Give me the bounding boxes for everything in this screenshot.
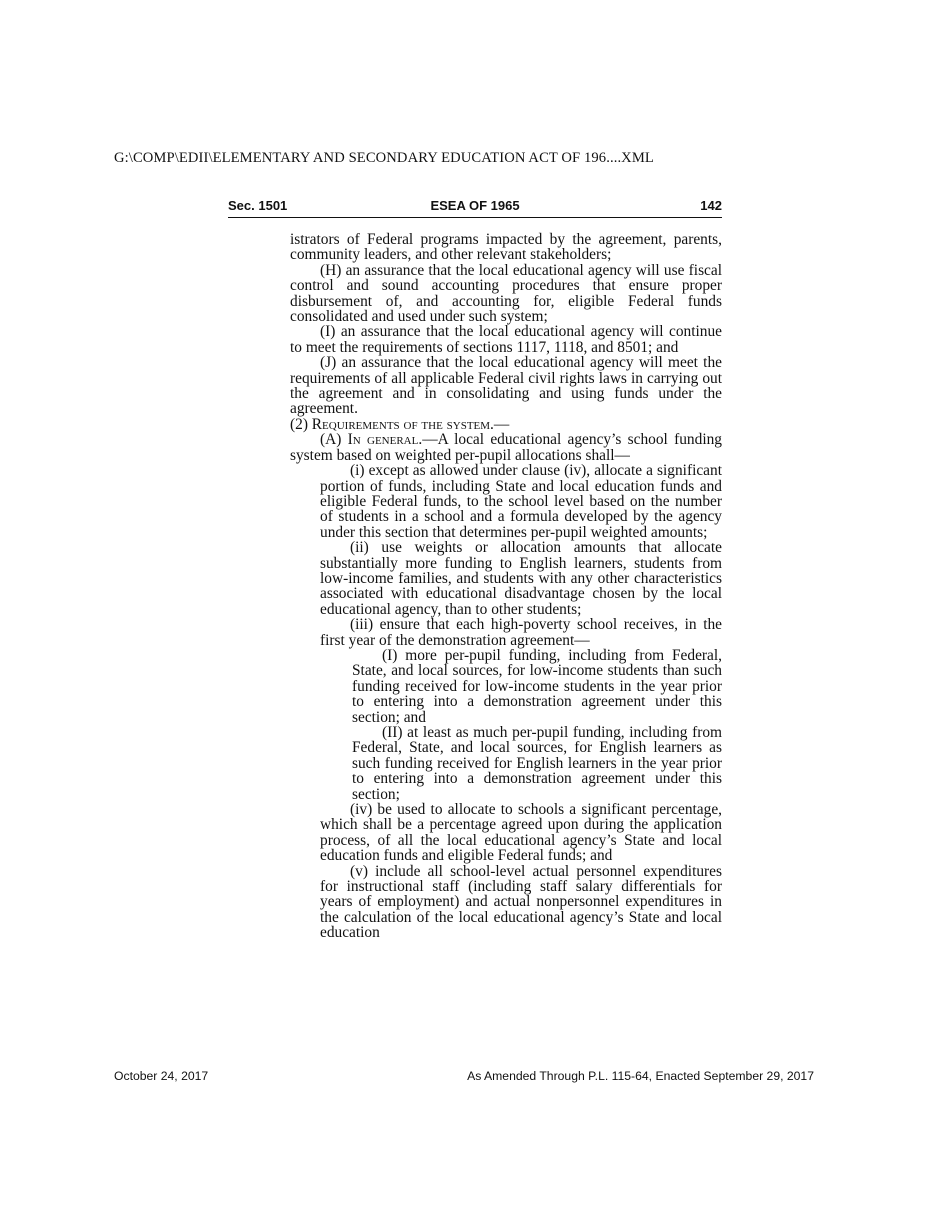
- subclause-II: (II) at least as much per-pupil funding, including from Federal, State, and local sources, for English learners as such funding received for English learners in the year prior to entering into a demonstration agreement under this section;: [352, 724, 722, 803]
- paragraph-J: (J) an assurance that the local educational agency will meet the requirements of all applicable Federal civil rights laws in carrying out the agreement and in consolidating and using funds under the agreement.: [290, 354, 722, 418]
- document-body: [290, 232, 722, 941]
- clause-iv: (iv) be used to allocate to schools a significant percentage, which shall be a percentage agreed upon during the application process, of all the local educational agency’s State and local education funds and eligible Federal funds; and: [320, 801, 722, 865]
- subclause-I: (I) more per-pupil funding, including from Federal, State, and local sources, for low-income students than such funding received for low-income students in the year prior to entering into a demonstration agreement under this section; and: [352, 646, 722, 726]
- paragraph-H: (H) an assurance that the local educational agency will use fiscal control and sound accounting procedures that ensure proper disbursement of, and accounting for, eligible Federal funds consolidated and used under such system;: [290, 261, 722, 326]
- footer-amended: As Amended Through P.L. 115-64, Enacted September 29, 2017: [467, 1069, 814, 1083]
- page-number: 142: [700, 198, 722, 213]
- paragraph-A-text: —A local educational agency’s school funding system based on weighted per-pupil allocations shall—: [290, 431, 722, 464]
- paragraph-A: [290, 432, 722, 463]
- paragraph-continued: istrators of Federal programs impacted by the agreement, parents, community leaders, and other relevant stakeholders;: [290, 231, 722, 264]
- running-head-section: Sec. 1501: [228, 198, 288, 213]
- paragraph-2-number: (2): [290, 415, 312, 433]
- paragraph-A-title: In general.: [347, 431, 423, 449]
- paragraph-A-number: (A): [320, 431, 348, 449]
- clause-ii: (ii) use weights or allocation amounts that allocate substantially more funding to English learners, students from low-income families, and students with any other characteristics associated with educational disadvantage chosen by the local educational agency, than to other students;: [320, 539, 722, 618]
- running-head-title: ESEA OF 1965: [430, 198, 520, 213]
- paragraph-I: (I) an assurance that the local educational agency will continue to meet the requirements of sections 1117, 1118, and 8501; and: [290, 323, 722, 356]
- clause-v: (v) include all school-level actual personnel expenditures for instructional staff (including staff salary differentials for years of employment) and actual nonpersonnel expenditures in the calculation of the local educational agency’s State and local education: [320, 862, 722, 942]
- running-head: [228, 198, 722, 218]
- file-path: G:\COMP\EDII\ELEMENTARY AND SECONDARY EDUCATION ACT OF 196....XML: [114, 150, 654, 166]
- paragraph-2-heading: [290, 417, 722, 432]
- footer-date: October 24, 2017: [114, 1069, 209, 1083]
- paragraph-2-dash: —: [493, 415, 510, 433]
- clause-i: (i) except as allowed under clause (iv), allocate a significant portion of funds, including State and local education funds and eligible Federal funds, to the school level based on the number of students in a school and a formula developed by the agency under this section that determines per-pupil weighted amounts;: [320, 462, 722, 541]
- paragraph-2-title: Requirements of the system.: [311, 415, 494, 433]
- clause-iii: (iii) ensure that each high-poverty school receives, in the first year of the demonstration agreement—: [320, 616, 722, 649]
